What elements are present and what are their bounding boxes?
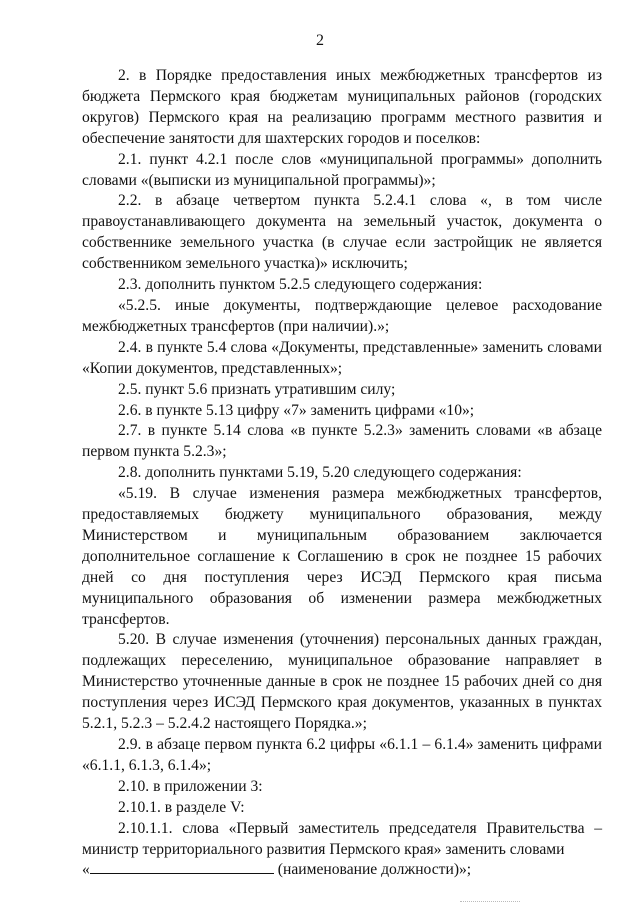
paragraph-2-9: 2.9. в абзаце первом пункта 6.2 цифры «6.1.1 – 6.1.4» заменить цифрами «6.1.1, 6.1.3, 6.1.4»; — [82, 736, 602, 774]
paragraph-2-3: 2.3. дополнить пунктом 5.2.5 следующего содержания: — [118, 276, 483, 294]
paragraph-2-5: 2.5. пункт 5.6 признать утратившим силу; — [118, 380, 396, 398]
paragraph-2: 2. в Порядке предоставления иных межбюджетных трансфертов из бюджета Пермского края бюджетам муниципальных районов (городских округов) Пермского края на реализацию программ местного развития и обеспечение занятости для шахтерских городов и поселков: — [82, 67, 602, 147]
paragraph-2-1: 2.1. пункт 4.2.1 после слов «муниципальной программы» дополнить словами «(выписки из муниципальной программы)»; — [82, 150, 602, 189]
paragraph-5-19: «5.19. В случае изменения размера межбюджетных трансфертов, предоставляемых бюджету муниципального образования, между Министерством и муниципальным образованием заключается дополнительное соглашение к Соглашению в срок не позднее 15 рабочих дней со дня поступления через ИСЭД Пермского края письма муниципального образования об изменении размера межбюджетных трансфертов. — [82, 485, 602, 628]
open-quote: « — [82, 861, 90, 879]
paragraph-2-4: 2.4. в пункте 5.4 слова «Документы, представленные» заменить словами «Копии документов, представленных»; — [82, 338, 602, 377]
paragraph-2-10-1: 2.10.1. в разделе V: — [118, 798, 245, 816]
paragraph-2-10-1-1: 2.10.1.1. слова «Первый заместитель председателя Правительства – министр территориального развития Пермского края» заменить словами — [82, 819, 602, 858]
paragraph-2-8: 2.8. дополнить пунктами 5.19, 5.20 следующего содержания: — [118, 464, 522, 482]
paragraph-2-7: 2.7. в пункте 5.14 слова «в пункте 5.2.3» заменить словами «в абзаце первом пункта 5.2.3»; — [82, 422, 602, 461]
paragraph-2-6: 2.6. в пункте 5.13 цифру «7» заменить цифрами «10»; — [118, 401, 475, 419]
position-caption: (наименование должности)»; — [277, 861, 472, 879]
paragraph-5-2-5: «5.2.5. иные документы, подтверждающие целевое расходование межбюджетных трансфертов (при наличии).»; — [82, 296, 602, 335]
paragraph-5-20: 5.20. В случае изменения (уточнения) персональных данных граждан, подлежащих переселению, муниципальное образование направляет в Министерство уточненные данные в срок не позднее 15 рабочих дней со дня поступления через ИСЭД Пермского края документов, указанных в пунктах 5.2.1, 5.2.3 – 5.2.4.2 настоящего Порядка.»; — [82, 631, 602, 733]
paragraph-2-2: 2.2. в абзаце четвертом пункта 5.2.4.1 слова «, в том числе правоустанавливающего документа на земельный участок, документа о собственнике земельного участка (в случае если застройщик не является собственником земельного участка)» исключить; — [82, 192, 602, 273]
document-body — [82, 66, 602, 881]
page-number: 2 — [316, 32, 324, 49]
blank-position-line — [82, 860, 602, 881]
scan-artifact — [460, 900, 520, 902]
paragraph-2-10: 2.10. в приложении 3: — [118, 777, 263, 795]
blank-underline — [90, 860, 274, 874]
